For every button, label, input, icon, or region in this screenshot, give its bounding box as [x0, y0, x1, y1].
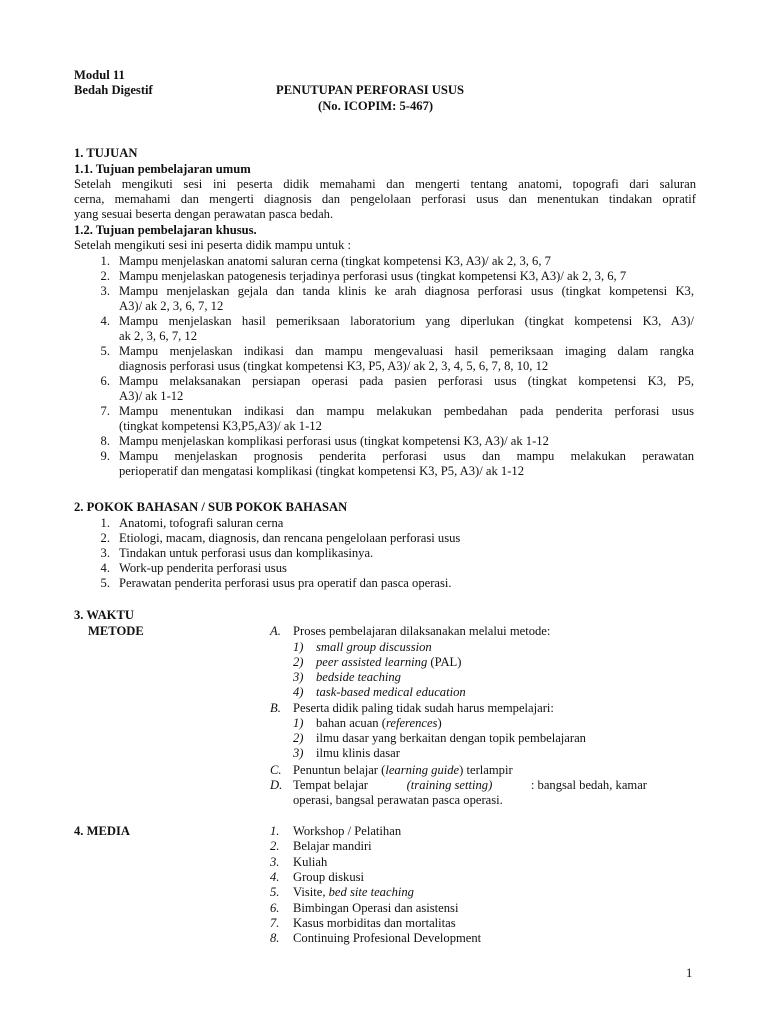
list-item-text: ak 2, 3, 6, 7, 12 [119, 329, 198, 343]
list-item-text: Mampu menjelaskan gejala dan tanda klinis ke arah diagnosa perforasi usus (tingkat kompetensi K3, [119, 284, 694, 298]
media-item-italic: bed site teaching [328, 885, 414, 900]
list-item-number: 8. [100, 434, 110, 448]
document-title: PENUTUPAN PERFORASI USUS [276, 83, 464, 97]
list-item-number: 4. [100, 314, 110, 328]
sub-item-number: 1) [293, 716, 304, 730]
media-item-pre: Visite, [293, 885, 329, 900]
list-item-text: perioperatif dan mengatasi komplikasi (tingkat kompetensi K3, P5, A3)/ ak 1-12 [119, 464, 525, 478]
list-item-text: Mampu menentukan indikasi dan mampu melakukan pembedahan pada penderita perforasi usus [119, 404, 694, 418]
list-item-text: Mampu menjelaskan patogenesis terjadinya perforasi usus (tingkat kompetensi K3, A3)/ ak 2, 3, 6, 7 [119, 269, 627, 283]
metode-a-text: Proses pembelajaran dilaksanakan melalui metode: [293, 624, 551, 638]
sub-item-text [316, 716, 442, 731]
sub-item-text [316, 685, 466, 700]
media-item-number: 2. [270, 839, 280, 854]
list-item-text: Tindakan untuk perforasi usus dan komplikasinya. [119, 546, 374, 560]
sub-item-italic: bedside teaching [316, 670, 401, 684]
tujuan-umum-line: cerna, memahami dan mengerti diagnosis dan pengelolaan perforasi usus dan menentukan tindakan opratif [74, 192, 696, 206]
metode-c-post: ) terlampir [459, 763, 513, 777]
list-item-text: Mampu menjelaskan anatomi saluran cerna (tingkat kompetensi K3, A3)/ ak 2, 3, 6, 7 [119, 254, 551, 268]
media-item-number: 7. [270, 915, 280, 930]
page-number: 1 [686, 966, 693, 980]
sub-item-number: 3) [293, 670, 304, 684]
division-label: Bedah Digestif [74, 83, 153, 97]
list-item-text: Mampu menjelaskan komplikasi perforasi usus (tingkat kompetensi K3, A3)/ ak 1-12 [119, 434, 549, 448]
sub-item-pre: ilmu klinis dasar [316, 746, 400, 760]
list-item-text: Anatomi, tofografi saluran cerna [119, 516, 284, 530]
list-item-text: Work-up penderita perforasi usus [119, 561, 287, 575]
sub-item-number: 2) [293, 731, 304, 745]
sub-item-text [316, 640, 432, 655]
metode-b-text: Peserta didik paling tidak sudah harus mempelajari: [293, 701, 554, 715]
sub-item-pre: bahan acuan ( [316, 716, 386, 730]
sub-item-italic: small group discussion [316, 640, 432, 654]
media-item-number: 5. [270, 885, 280, 900]
metode-letter-b: B. [270, 701, 281, 715]
tujuan-khusus-heading: 1.2. Tujuan pembelajaran khusus. [74, 223, 257, 237]
list-item-number: 2. [100, 531, 110, 545]
metode-letter-d: D. [270, 778, 283, 792]
media-item-text: Kasus morbiditas dan mortalitas [293, 915, 456, 930]
media-item-text: Group diskusi [293, 869, 365, 884]
list-item-number: 3. [100, 284, 110, 298]
tujuan-umum-line: yang sesuai beserta dengan perawatan pasca bedah. [74, 207, 334, 221]
list-item-text: Mampu menjelaskan prognosis penderita perforasi usus dan mampu melakukan perawatan [119, 449, 694, 463]
tujuan-umum-heading: 1.1. Tujuan pembelajaran umum [74, 162, 251, 176]
list-item-number: 1. [100, 254, 110, 268]
media-item-number: 8. [270, 931, 280, 946]
sub-item-pre: ilmu dasar yang berkaitan dengan topik pembelajaran [316, 731, 586, 745]
media-item-text: Kuliah [293, 854, 328, 869]
list-item-text: A3)/ ak 2, 3, 6, 7, 12 [119, 299, 224, 313]
list-item-number: 3. [100, 546, 110, 560]
list-item-number: 1. [100, 516, 110, 530]
list-item-number: 6. [100, 374, 110, 388]
sub-item-number: 3) [293, 746, 304, 760]
sub-item-post: ) [437, 716, 442, 730]
sub-item-text [316, 670, 401, 685]
metode-letter-c: C. [270, 763, 282, 777]
metode-letter-a: A. [270, 624, 281, 638]
tujuan-heading: 1. TUJUAN [74, 146, 138, 160]
list-item-number: 9. [100, 449, 110, 463]
sub-item-text [316, 746, 400, 761]
metode-d-text [293, 778, 647, 793]
metode-label: METODE [88, 624, 144, 638]
metode-d-pre: Tempat belajar [293, 778, 368, 792]
list-item-text: (tingkat kompetensi K3,P5,A3)/ ak 1-12 [119, 419, 322, 433]
tujuan-khusus-intro: Setelah mengikuti sesi ini peserta didik mampu untuk : [74, 238, 352, 252]
list-item-number: 4. [100, 561, 110, 575]
list-item-number: 2. [100, 269, 110, 283]
media-heading: 4. MEDIA [74, 824, 130, 838]
list-item-text: A3)/ ak 1-12 [119, 389, 184, 403]
media-item-number: 3. [270, 854, 280, 869]
metode-d-post: : bangsal bedah, kamar [530, 778, 647, 792]
module-label: Modul 11 [74, 68, 125, 82]
list-item-number: 5. [100, 576, 110, 590]
sub-item-text [316, 731, 586, 746]
list-item-text: Etiologi, macam, diagnosis, dan rencana pengelolaan perforasi usus [119, 531, 461, 545]
list-item-text: Mampu menjelaskan indikasi dan mampu mengevaluasi hasil pemeriksaan imaging dalam rangka [119, 344, 694, 358]
media-item-number: 4. [270, 869, 280, 884]
list-item-text: diagnosis perforasi usus (tingkat kompetensi K3, P5, A3)/ ak 2, 3, 4, 5, 6, 7, 8, 10, 12 [119, 359, 549, 373]
media-item-text: Continuing Profesional Development [293, 931, 482, 946]
metode-d-line2: operasi, bangsal perawatan pasca operasi. [293, 793, 503, 807]
media-item-number: 6. [270, 900, 280, 915]
list-item-text: Perawatan penderita perforasi usus pra operatif dan pasca operasi. [119, 576, 452, 590]
sub-item-number: 2) [293, 655, 304, 669]
sub-item-text [316, 655, 461, 670]
metode-c-pre: Penuntun belajar ( [293, 763, 386, 777]
sub-item-number: 1) [293, 640, 304, 654]
list-item-number: 5. [100, 344, 110, 358]
sub-item-suffix: (PAL) [427, 655, 462, 669]
media-item-text: Bimbingan Operasi dan asistensi [293, 900, 459, 915]
media-item-number: 1. [270, 824, 280, 838]
media-item-text [293, 885, 414, 900]
metode-c-text [293, 763, 513, 778]
pokok-bahasan-heading: 2. POKOK BAHASAN / SUB POKOK BAHASAN [74, 500, 348, 514]
sub-item-italic: peer assisted learning [316, 655, 428, 669]
media-item-text: Belajar mandiri [293, 839, 372, 854]
metode-d-italic: (training setting) [406, 778, 493, 792]
waktu-heading: 3. WAKTU [74, 608, 134, 622]
sub-item-italic: task-based medical education [316, 685, 466, 699]
icopim-code: (No. ICOPIM: 5-467) [318, 99, 434, 113]
list-item-number: 7. [100, 404, 110, 418]
sub-item-italic: references [385, 716, 438, 730]
tujuan-umum-line: Setelah mengikuti sesi ini peserta didik memahami dan mengerti tentang anatomi, topografi dari saluran [74, 177, 696, 191]
list-item-text: Mampu melaksanakan persiapan operasi pada pasien perforasi usus (tingkat kompetensi K3, P5, [119, 374, 694, 388]
list-item-text: Mampu menjelaskan hasil pemeriksaan laboratorium yang diperlukan (tingkat kompetensi K3, A3)/ [119, 314, 694, 328]
metode-c-italic: learning guide [385, 763, 460, 777]
sub-item-number: 4) [293, 685, 304, 699]
media-item-text: Workshop / Pelatihan [293, 824, 402, 838]
